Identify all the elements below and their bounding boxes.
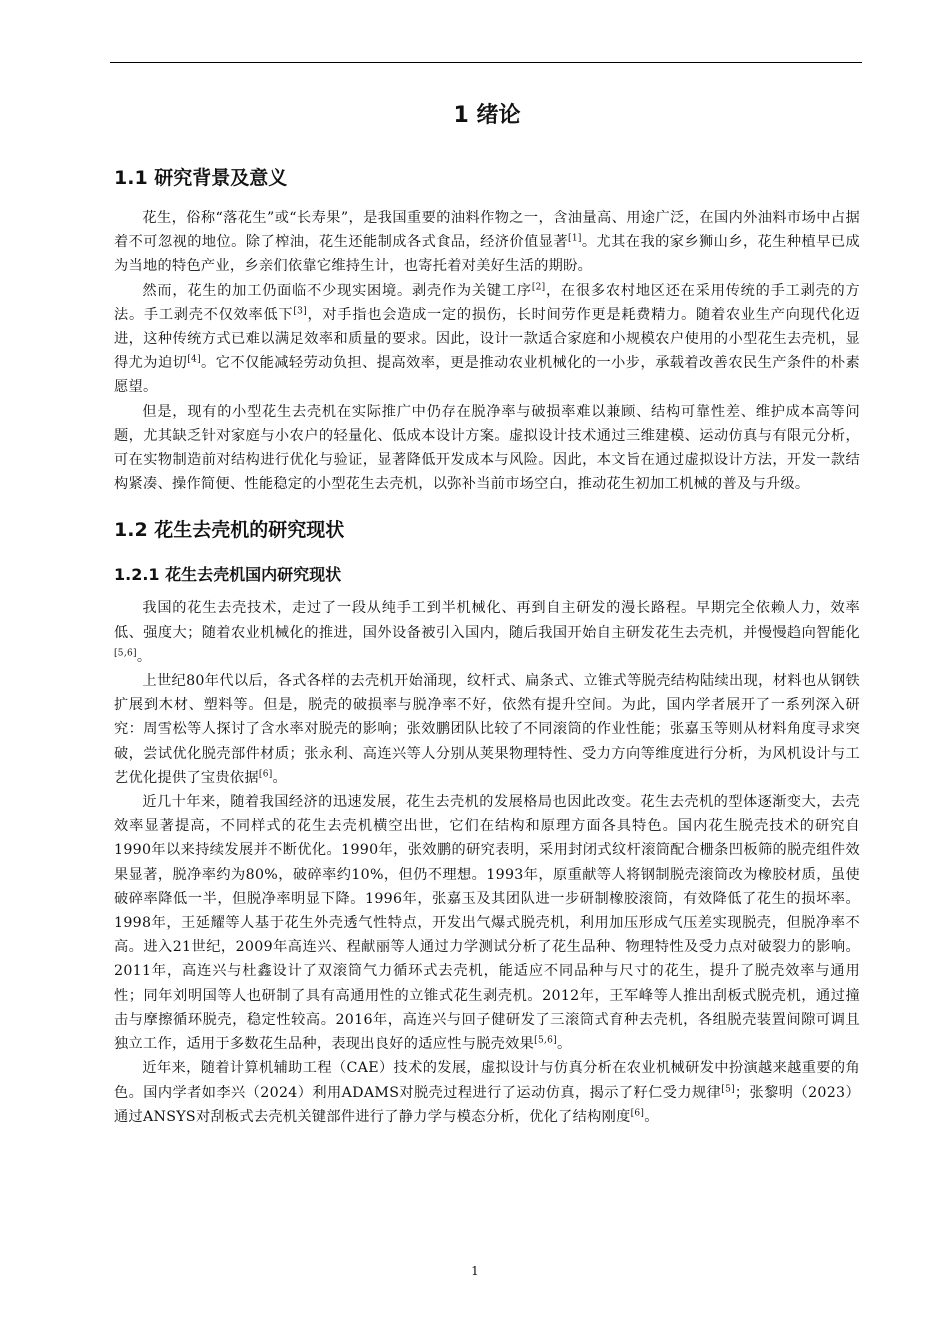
paragraph-text: 。它不仅能减轻劳动负担、提高效率，更是推动农业机械化的一小步，承载着改善农民生产条件的朴素愿望。 [114,355,860,396]
citation-superscript: [6] [630,1107,645,1118]
citation-superscript: [5,6] [534,1035,557,1046]
paragraph [114,400,860,497]
citation-superscript: [4] [187,354,201,365]
page-number: 1 [471,1264,479,1278]
paragraph-text: 近几十年来，随着我国经济的迅速发展，花生去壳机的发展格局也因此改变。花生去壳机的型体逐渐变大，去壳效率显著提高，不同样式的花生去壳机横空出世，它们在结构和原理方面各具特色。国内花生脱壳技术的研究自1990年以来持续发展并不断优化。1990年，张效鹏的研究表明，采用封闭式纹杆滚筒配合栅条凹板筛的脱壳组件效果显著，脱净率约为80%，破碎率约10%，但仍不理想。1993年，原重献等人将钢制脱壳滚筒改为橡胶材质，虽使破碎率降低一半，但脱净率明显下降。1996年，张嘉玉及其团队进一步研制橡胶滚筒，有效降低了花生的损坏率。1998年，王延耀等人基于花生外壳透气性特点，开发出气爆式脱壳机，利用加压形成气压差实现脱壳，但脱净率不高。进入21世纪，2009年高连兴、程献丽等人通过力学测试分析了花生品种、物理特性及受力点对破裂力的影响。2011年，高连兴与杜鑫设计了双滚筒气力循环式去壳机，能适应不同品种与尺寸的花生，提升了脱壳效率与通用性；同年刘明国等人也研制了具有高通用性的立锥式花生剥壳机。2012年，王军峰等人推出刮板式脱壳机，通过撞击与摩擦循环脱壳，稳定性较高。2016年，高连兴与回子健研发了三滚筒式育种去壳机，各组脱壳装置间隙可调且独立工作，适用于多数花生品种，表现出良好的适应性与脱壳效果 [114,794,860,1053]
paragraph-text: 。 [556,1036,572,1053]
chapter-title: 1 绪论 [453,103,521,128]
section-1-2-1-body [114,596,860,1128]
paragraph [114,790,860,1056]
paragraph-text: 。尤其在我的家乡狮山乡，花生种植早已成为当地的特色产业，乡亲们依靠它维持生计，也寄托着对美好生活的期盼。 [114,234,860,275]
citation-superscript: [3] [293,306,308,317]
paragraph-text: 但是，现有的小型花生去壳机在实际推广中仍存在脱净率与破损率难以兼顾、结构可靠性差、维护成本高等问题，尤其缺乏针对家庭与小农户的轻量化、低成本设计方案。虚拟设计技术通过三维建模、运动仿真与有限元分析，可在实物制造前对结构进行优化与验证，显著降低开发成本与风险。因此，本文旨在通过虚拟设计方法，开发一款结构紧凑、操作简便、性能稳定的小型花生去壳机，以弥补当前市场空白，推动花生初加工机械的普及与升级。 [114,403,860,493]
section-1-1-body [114,206,860,496]
citation-superscript: [5] [721,1083,735,1094]
header-rule [110,62,862,63]
paragraph-text: 上世纪80年代以后，各式各样的去壳机开始涌现，纹杆式、扁条式、立锥式等脱壳结构陆续出现，材料也从钢铁扩展到木材、塑料等。但是，脱壳的破损率与脱净率不好，依然有提升空间。为此，国内学者展开了一系列深入研究：周雪松等人探讨了含水率对脱壳的影响；张效鹏团队比较了不同滚筒的作业性能；张嘉玉等则从材料角度寻求突破，尝试优化脱壳部件材质；张永利、高连兴等人分别从荚果物理特性、受力方向等维度进行分析，为风机设计与工艺优化提供了宝贵依据 [114,673,860,786]
section-heading-1-1: 1.1 研究背景及意义 [114,167,288,189]
citation-superscript: [2] [531,281,546,292]
paragraph-text: 然而，花生的加工仍面临不少现实困境。剥壳作为关键工序 [142,282,532,299]
paragraph [114,669,860,790]
section-heading-1-2: 1.2 花生去壳机的研究现状 [114,519,345,542]
paragraph-text: 。 [272,769,288,786]
paragraph-text: 花生，俗称“落花生”或“长寿果”，是我国重要的油料作物之一，含油量高、用途广泛，在国内外油料市场中占据着不可忽视的地位。除了榨油，花生还能制成各式食品，经济价值显著 [114,210,860,251]
paragraph-text: 我国的花生去壳技术，走过了一段从纯手工到半机械化、再到自主研发的漫长路程。早期完全依赖人力，效率低、强度大；随着农业机械化的推进，国外设备被引入国内，随后我国开始自主研发花生去壳机，并慢慢趋向智能化 [114,600,860,641]
paragraph-text: ，对手指也会造成一定的损伤，长时间劳作更是耗费精力。随着农业生产向现代化迈进，这种传统方式已难以满足效率和质量的要求。因此，设计一款适合家庭和小规模农户使用的小型花生去壳机，显得尤为迫切 [114,306,860,372]
subsection-heading-1-2-1: 1.2.1 花生去壳机国内研究现状 [114,565,342,585]
page-content [114,100,860,1129]
paragraph [114,1056,860,1129]
paragraph [114,206,860,279]
citation-superscript: [5,6] [114,648,137,659]
paragraph-text: ，在很多农村地区还在采用传统的手工剥壳的方法。手工剥壳不仅效率低下 [114,282,860,323]
paragraph-text: 。 [644,1108,659,1125]
paragraph-text: 。 [136,648,152,665]
paragraph [114,596,860,669]
citation-superscript: [1] [568,233,582,244]
paragraph [114,279,860,400]
paragraph-text: ；张黎明（2023）通过ANSYS对刮板式去壳机关键部件进行了静力学与模态分析，优化了结构刚度 [114,1084,861,1125]
citation-superscript: [6] [258,769,273,780]
paragraph-text: 近年来，随着计算机辅助工程（CAE）技术的发展，虚拟设计与仿真分析在农业机械研发中扮演越来越重要的角色。国内学者如李兴（2024）利用ADAMS对脱壳过程进行了运动仿真，揭示了籽仁受力规律 [114,1060,860,1101]
